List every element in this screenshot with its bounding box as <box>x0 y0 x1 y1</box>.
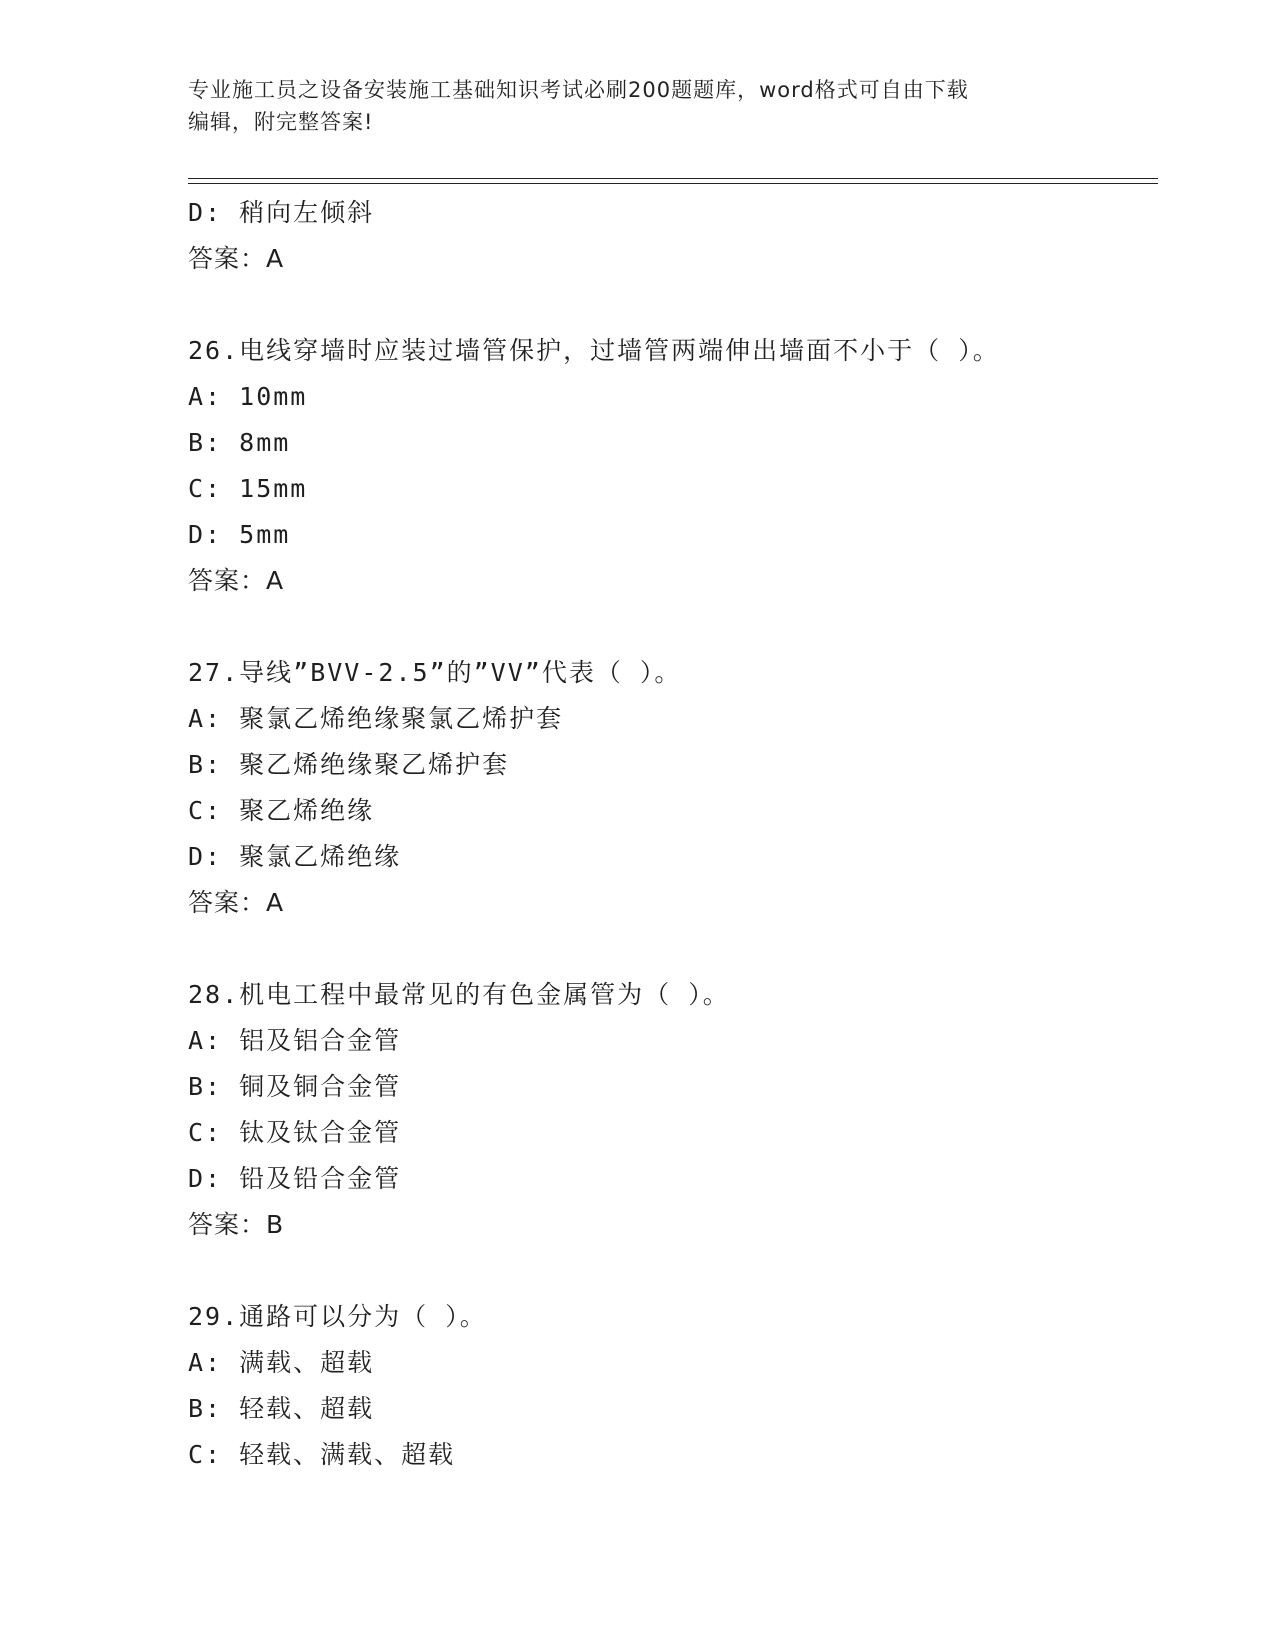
option-b: B: 聚乙烯绝缘聚乙烯护套 <box>188 750 510 779</box>
option-b: B: 轻载、超载 <box>188 1394 375 1423</box>
option-a: A: 满载、超载 <box>188 1348 375 1377</box>
question-text: 26.电线穿墙时应装过墙管保护，过墙管两端伸出墙面不小于（ ）。 <box>188 336 1000 365</box>
option-d: D: 5mm <box>188 520 291 549</box>
option-a: A: 聚氯乙烯绝缘聚氯乙烯护套 <box>188 704 564 733</box>
answer-line: 答案：A <box>188 888 285 917</box>
spacer <box>188 1248 1148 1294</box>
answer-line: 答案：A <box>188 566 285 595</box>
question-text: 28.机电工程中最常见的有色金属管为（ ）。 <box>188 980 730 1009</box>
question-list <box>188 190 1148 1478</box>
header-title-line-2: 编辑，附完整答案! <box>188 110 374 134</box>
spacer <box>188 604 1148 650</box>
option-c: C: 轻载、满载、超载 <box>188 1440 456 1469</box>
header-title-line-1: 专业施工员之设备安装施工基础知识考试必刷200题题库，word格式可自由下载 <box>188 78 969 102</box>
question-27 <box>188 650 1148 926</box>
spacer <box>188 282 1148 328</box>
option-c: C: 钛及钛合金管 <box>188 1118 402 1147</box>
answer-line: 答案：A <box>188 244 285 273</box>
option-a: A: 10mm <box>188 382 308 411</box>
option-c: C: 聚乙烯绝缘 <box>188 796 375 825</box>
option-d: D: 铅及铅合金管 <box>188 1164 402 1193</box>
option-c: C: 15mm <box>188 474 308 503</box>
question-29 <box>188 1294 1148 1478</box>
header-divider-top <box>188 178 1158 179</box>
spacer <box>188 926 1148 972</box>
header-divider-bottom <box>188 183 1158 184</box>
option-b: B: 8mm <box>188 428 291 457</box>
option-b: B: 铜及铜合金管 <box>188 1072 402 1101</box>
question-text: 27.导线”BVV-2.5”的”VV”代表（ ）。 <box>188 658 682 687</box>
question-28 <box>188 972 1148 1248</box>
document-header <box>188 74 1088 138</box>
answer-line: 答案：B <box>188 1210 285 1239</box>
question-text: 29.通路可以分为（ ）。 <box>188 1302 487 1331</box>
option-d: D: 聚氯乙烯绝缘 <box>188 842 402 871</box>
question-26 <box>188 328 1148 604</box>
option-d: D: 稍向左倾斜 <box>188 198 375 227</box>
question-25 <box>188 190 1148 282</box>
option-a: A: 铝及铝合金管 <box>188 1026 402 1055</box>
